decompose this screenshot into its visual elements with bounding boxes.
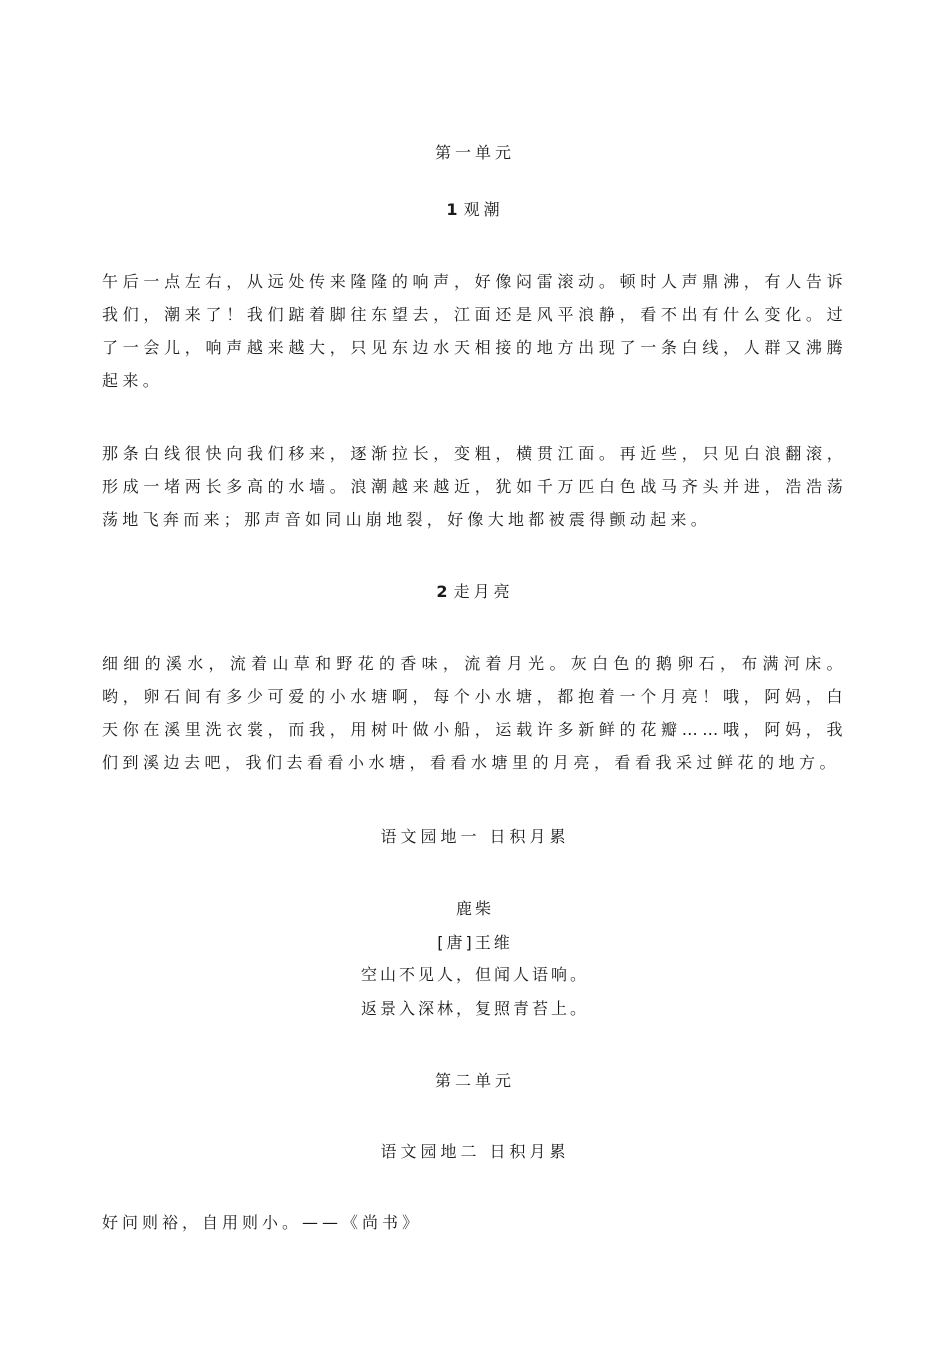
poem-line: 空山不见人，但闻人语响。: [360, 965, 589, 984]
section-heading-garden-2: 语文园地二 日积月累: [380, 1142, 570, 1161]
paragraph-2: 那条白线很快向我们移来，逐渐拉长，变粗，横贯江面。再近些，只见白浪翻滚，形成一堵两长多高的水墙。浪潮越来越近，犹如千万匹白色战马齐头并进，浩浩荡荡地飞奔而来；那声音如同山崩地裂，好像大地都被震得颤动起来。: [102, 444, 847, 529]
quote-text: 好问则裕，自用则小。——《尚书》: [102, 1213, 423, 1232]
lesson-title-text: 走月亮: [453, 582, 514, 601]
lesson-title-text: 观潮: [463, 200, 504, 219]
lesson-number: 1: [446, 200, 458, 219]
lesson-title-1: [0, 200, 950, 220]
poem-line: 返景入深林，复照青苔上。: [360, 999, 589, 1018]
section-heading-garden-1: 语文园地一 日积月累: [380, 827, 570, 846]
paragraph-3: 细细的溪水，流着山草和野花的香味，流着月光。灰白色的鹅卵石，布满河床。哟，卵石间有多少可爱的小水塘啊，每个小水塘，都抱着一个月亮！哦，阿妈，白天你在溪里洗衣裳，而我，用树叶做小船，运载许多新鲜的花瓣……哦，阿妈，我们到溪边去吧，我们去看看小水塘，看看水塘里的月亮，看看我采过鲜花的地方。: [102, 654, 847, 772]
lesson-number: 2: [436, 582, 448, 601]
unit-heading-2: 第二单元: [434, 1071, 515, 1090]
lesson-title-2: [0, 582, 950, 602]
unit-heading-1: 第一单元: [434, 143, 515, 162]
poem-author: [唐]王维: [437, 933, 513, 952]
paragraph-1: 午后一点左右，从远处传来隆隆的响声，好像闷雷滚动。顿时人声鼎沸，有人告诉我们，潮来了！我们踮着脚往东望去，江面还是风平浪静，看不出有什么变化。过了一会儿，响声越来越大，只见东边水天相接的地方出现了一条白线，人群又沸腾起来。: [102, 272, 847, 390]
poem-title: 鹿柴: [455, 899, 494, 918]
